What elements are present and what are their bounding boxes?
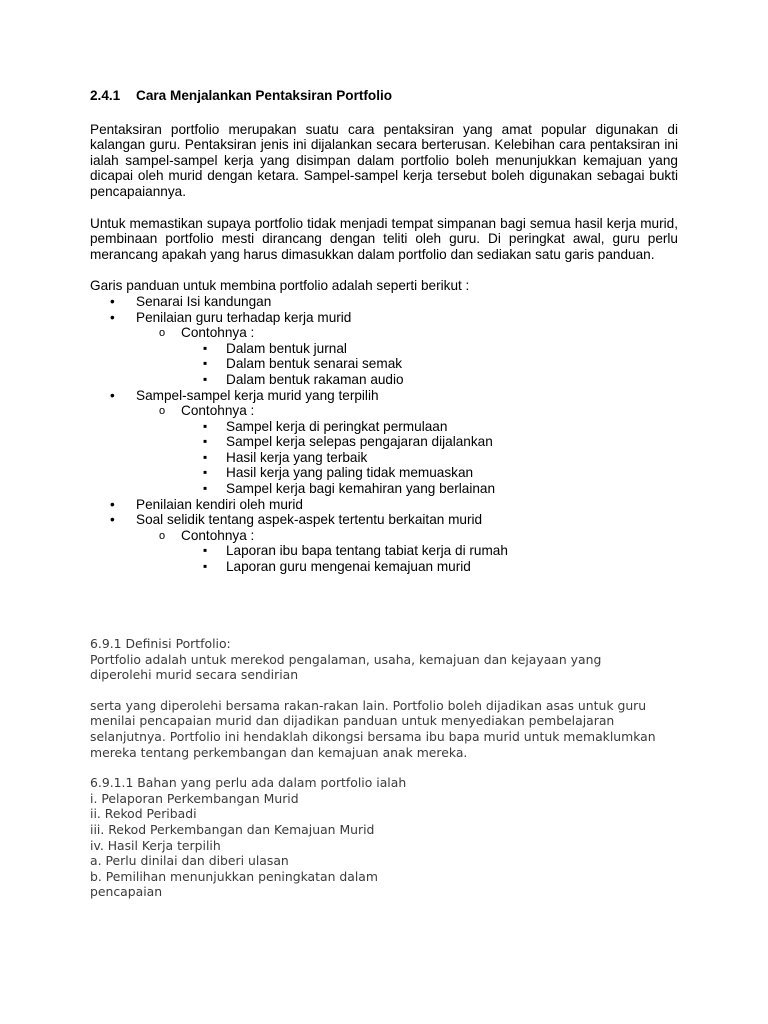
materials-line: pencapaian — [90, 884, 163, 900]
list-item: o Contohnya : ▪ Sampel kerja di peringkat permulaan ▪ Sampel kerja selepas pengajaran dijalankan ▪ Hasil kerja yang terbaik ▪ Hasil kerja yang paling tidak memuaskan ▪ Sampel kerja bagi kemahiran yang berlainan — [136, 403, 678, 497]
list-item: • Penilaian guru terhadap kerja murid o Contohnya : ▪ Dalam bentuk jurnal ▪ Dalam bentuk senarai semak ▪ Dalam bentuk rakaman audio — [90, 310, 678, 388]
paragraph-intro: Pentaksiran portfolio merupakan suatu cara pentaksiran yang amat popular digunakan di kalangan guru. Pentaksiran jenis ini dijalankan secara berterusan. Kelebihan cara pentaksiran ini ialah sampel-sampel kerja yang disimpan dalam portfolio boleh menunjukkan kemajuan yang dicapai oleh murid dengan ketara. Sampel-sampel kerja tersebut boleh digunakan sebagai bukti pencapaiannya. — [90, 121, 678, 199]
list-item: ▪ Laporan guru mengenai kemajuan murid — [181, 559, 678, 575]
list-item: o Contohnya : ▪ Laporan ibu bapa tentang tabiat kerja di rumah ▪ Laporan guru mengenai kemajuan murid — [136, 528, 678, 575]
list-item: ▪ Sampel kerja di peringkat permulaan — [181, 419, 678, 435]
materials-line: iv. Hasil Kerja terpilih — [90, 837, 221, 853]
list-item: ▪ Dalam bentuk senarai semak — [181, 356, 678, 372]
definition-heading: 6.9.1 Definisi Portfolio: — [90, 636, 231, 651]
materials-line: ii. Rekod Peribadi — [90, 806, 197, 822]
list-item: • Senarai Isi kandungan — [90, 294, 678, 310]
definition-line: menilai pencapaian murid dan dijadikan panduan untuk menyediakan pembelajaran — [90, 713, 615, 729]
section-number: 2.4.1 — [90, 88, 121, 103]
list-item: ▪ Dalam bentuk jurnal — [181, 341, 678, 357]
guideline-list — [90, 294, 678, 575]
list-item: • Sampel-sampel kerja murid yang terpilih o Contohnya : ▪ Sampel kerja di peringkat permulaan ▪ Sampel kerja selepas pengajaran dijalankan ▪ Hasil kerja yang terbaik ▪ Hasil kerja yang paling tidak memuaskan ▪ Sampel kerja bagi kemahiran yang berlainan — [90, 388, 678, 497]
list-item: ▪ Laporan ibu bapa tentang tabiat kerja di rumah — [181, 543, 678, 559]
list-item: ▪ Hasil kerja yang terbaik — [181, 450, 678, 466]
list-item: ▪ Sampel kerja bagi kemahiran yang berlainan — [181, 481, 678, 497]
definition-line: Portfolio adalah untuk merekod pengalaman, usaha, kemajuan dan kejayaan yang — [90, 651, 602, 667]
materials-heading: 6.9.1.1 Bahan yang perlu ada dalam portfolio ialah — [90, 775, 407, 791]
list-item: o Contohnya : ▪ Dalam bentuk jurnal ▪ Dalam bentuk senarai semak ▪ Dalam bentuk rakaman audio — [136, 325, 678, 387]
list-item: ▪ Dalam bentuk rakaman audio — [181, 372, 678, 388]
section-heading — [90, 88, 678, 104]
list-item: ▪ Hasil kerja yang paling tidak memuaskan — [181, 465, 678, 481]
definition-line: serta yang diperolehi bersama rakan-rakan lain. Portfolio boleh dijadikan asas untuk guru — [90, 697, 647, 713]
materials-line: b. Pemilihan menunjukkan peningkatan dalam — [90, 868, 378, 884]
section-title: Cara Menjalankan Pentaksiran Portfolio — [136, 88, 393, 103]
materials-line: iii. Rekod Perkembangan dan Kemajuan Murid — [90, 821, 375, 837]
portfolio-section — [90, 88, 678, 575]
list-item: ▪ Sampel kerja selepas pengajaran dijalankan — [181, 434, 678, 450]
definition-section — [90, 636, 690, 900]
materials-line: i. Pelaporan Perkembangan Murid — [90, 790, 299, 806]
definition-line: diperolehi murid secara sendirian — [90, 667, 299, 683]
definition-line: mereka tentang perkembangan dan kemajuan anak mereka. — [90, 744, 468, 760]
list-item: • Soal selidik tentang aspek-aspek tertentu berkaitan murid o Contohnya : ▪ Laporan ibu bapa tentang tabiat kerja di rumah ▪ Laporan guru mengenai kemajuan murid — [90, 512, 678, 574]
list-item: • Penilaian kendiri oleh murid — [90, 497, 678, 513]
definition-line: selanjutnya. Portfolio ini hendaklah dikongsi bersama ibu bapa murid untuk memaklumkan — [90, 728, 656, 744]
paragraph-planning: Untuk memastikan supaya portfolio tidak menjadi tempat simpanan bagi semua hasil kerja murid, pembinaan portfolio mesti dirancang dengan teliti oleh guru. Di peringkat awal, guru perlu merancang apakah yang harus dimasukkan dalam portfolio dan sediakan satu garis panduan. — [90, 215, 678, 262]
paragraph-guideline-intro: Garis panduan untuk membina portfolio adalah seperti berikut : — [90, 278, 470, 294]
materials-line: a. Perlu dinilai dan diberi ulasan — [90, 853, 289, 869]
